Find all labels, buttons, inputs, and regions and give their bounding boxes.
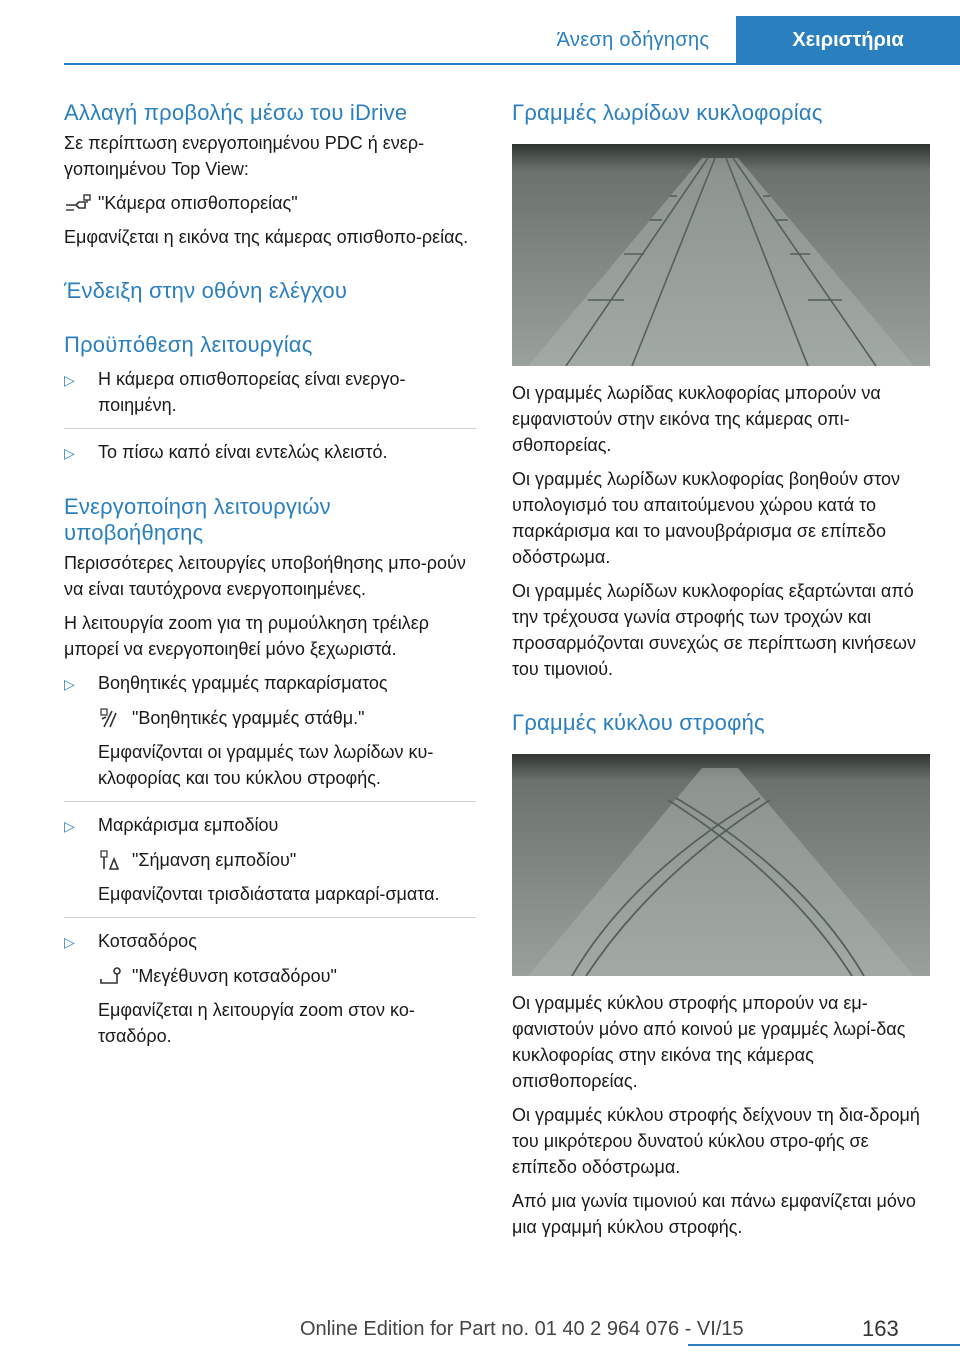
left-column — [64, 100, 476, 1049]
divider — [64, 428, 476, 429]
list-item — [64, 439, 476, 466]
lanes-text-3: Οι γραμμές λωρίδων κυκλοφορίας εξαρτώνται από την τρέχουσα γωνία στροφής των τροχών και προσαρμόζονται συνεχώς σε περίπτωση κινήσεων του τιμονιού. — [512, 581, 916, 679]
heading-turning-circle: Γραμμές κύκλου στροφής — [512, 710, 765, 735]
camera-menu-label: "Κάμερα οπισθοπορείας" — [98, 193, 298, 213]
header-chapter-tab: Χειριστήρια — [736, 16, 960, 64]
assist-menu-label: "Βοηθητικές γραμμές στάθμ." — [132, 708, 365, 728]
header-section-tab: Άνεση οδήγησης — [530, 16, 736, 64]
assist-item-title: Μαρκάρισμα εμποδίου — [98, 815, 279, 835]
heading-activate: Ενεργοποίηση λειτουργιών υποβοήθησης — [64, 494, 331, 545]
triangle-bullet-icon: ▷ — [64, 676, 75, 692]
triangle-bullet-icon: ▷ — [64, 372, 75, 388]
assist-menu-row — [64, 963, 476, 989]
triangle-bullet-icon: ▷ — [64, 445, 75, 461]
lanes-text-2: Οι γραμμές λωρίδων κυκλοφορίας βοηθούν στον υπολογισμό του απαιτούμενου χώρου κατά το παρκάρισμα και το μανουβράρισμα σε επίπεδο οδόστρωμα. — [512, 469, 900, 567]
activate-text-1: Περισσότερες λειτουργίες υποβοήθησης μπο-ρούν να είναι ταυτόχρονα ενεργοποιημένες. — [64, 553, 466, 599]
heading-prerequisite: Προϋπόθεση λειτουργίας — [64, 332, 313, 357]
prereq-item-text: Το πίσω καπό είναι εντελώς κλειστό. — [98, 442, 388, 462]
assist-menu-label: "Σήμανση εμποδίου" — [132, 850, 297, 870]
camera-shown-text: Εμφανίζεται η εικόνα της κάμερας οπισθοπο-ρείας. — [64, 227, 469, 247]
assist-menu-row — [64, 847, 476, 873]
assist-desc: Εμφανίζονται τρισδιάστατα μαρκαρί-σματα. — [98, 884, 440, 904]
rear-camera-icon — [64, 191, 98, 215]
turn-text-1: Οι γραμμές κύκλου στροφής μπορούν να εμ-φανιστούν μόνο από κοινού με γραμμές λωρί-δας κυκλοφορίας στην εικόνα της κάμερας οπισθοπορείας. — [512, 993, 906, 1091]
list-item — [64, 812, 476, 839]
assist-item-title: Βοηθητικές γραμμές παρκαρίσματος — [98, 673, 388, 693]
header-rule — [64, 63, 960, 65]
list-item — [64, 928, 476, 955]
idrive-intro: Σε περίπτωση ενεργοποιημένου PDC ή ενερ-γοποιημένου Top View: — [64, 133, 425, 179]
tow-hitch-icon — [98, 964, 132, 988]
obstacle-marking-icon — [98, 848, 132, 872]
page-number: 163 — [862, 1316, 899, 1341]
heading-idrive: Αλλαγή προβολής μέσω του iDrive — [64, 100, 408, 125]
assist-menu-label: "Μεγέθυνση κοτσαδόρου" — [132, 966, 337, 986]
assist-desc: Εμφανίζεται η λειτουργία zoom στον κο-τσαδόρο. — [98, 1000, 415, 1046]
page-number-rule — [688, 1344, 960, 1346]
lanes-text-1: Οι γραμμές λωρίδας κυκλοφορίας μπορούν να εμφανιστούν στην εικόνα της κάμερας οπι-σθοπορείας. — [512, 383, 881, 455]
activate-text-2: Η λειτουργία zoom για τη ρυμούλκηση τρέιλερ μπορεί να ενεργοποιηθεί μόνο ξεχωριστά. — [64, 613, 430, 659]
prereq-item-text: Η κάμερα οπισθοπορείας είναι ενεργο-ποιημένη. — [98, 369, 406, 415]
heading-display: Ένδειξη στην οθόνη ελέγχου — [64, 278, 348, 303]
assist-item-title: Κοτσαδόρος — [98, 931, 197, 951]
assist-desc: Εμφανίζονται οι γραμμές των λωρίδων κυ-κλοφορίας και του κύκλου στροφής. — [98, 742, 434, 788]
divider — [64, 801, 476, 802]
parking-lines-icon — [98, 706, 132, 730]
assist-menu-row — [64, 705, 476, 731]
heading-lanes: Γραμμές λωρίδων κυκλοφορίας — [512, 100, 823, 125]
turn-text-2: Οι γραμμές κύκλου στροφής δείχνουν τη δια-δρομή του μικρότερου δυνατού κύκλου στρο-φής σε επίπεδο οδόστρωμα. — [512, 1105, 920, 1177]
camera-menu-row — [64, 190, 476, 216]
footer-edition: Online Edition for Part no. 01 40 2 964 076 - VI/15 — [300, 1318, 744, 1340]
triangle-bullet-icon: ▷ — [64, 818, 75, 834]
list-item — [64, 670, 476, 697]
lane-lines-camera-image — [512, 144, 930, 366]
list-item — [64, 366, 476, 418]
right-column — [512, 100, 932, 1240]
turn-text-3: Από μια γωνία τιμονιού και πάνω εμφανίζεται μόνο μια γραμμή κύκλου στροφής. — [512, 1191, 916, 1237]
triangle-bullet-icon: ▷ — [64, 934, 75, 950]
turning-circle-camera-image — [512, 754, 930, 976]
divider — [64, 917, 476, 918]
